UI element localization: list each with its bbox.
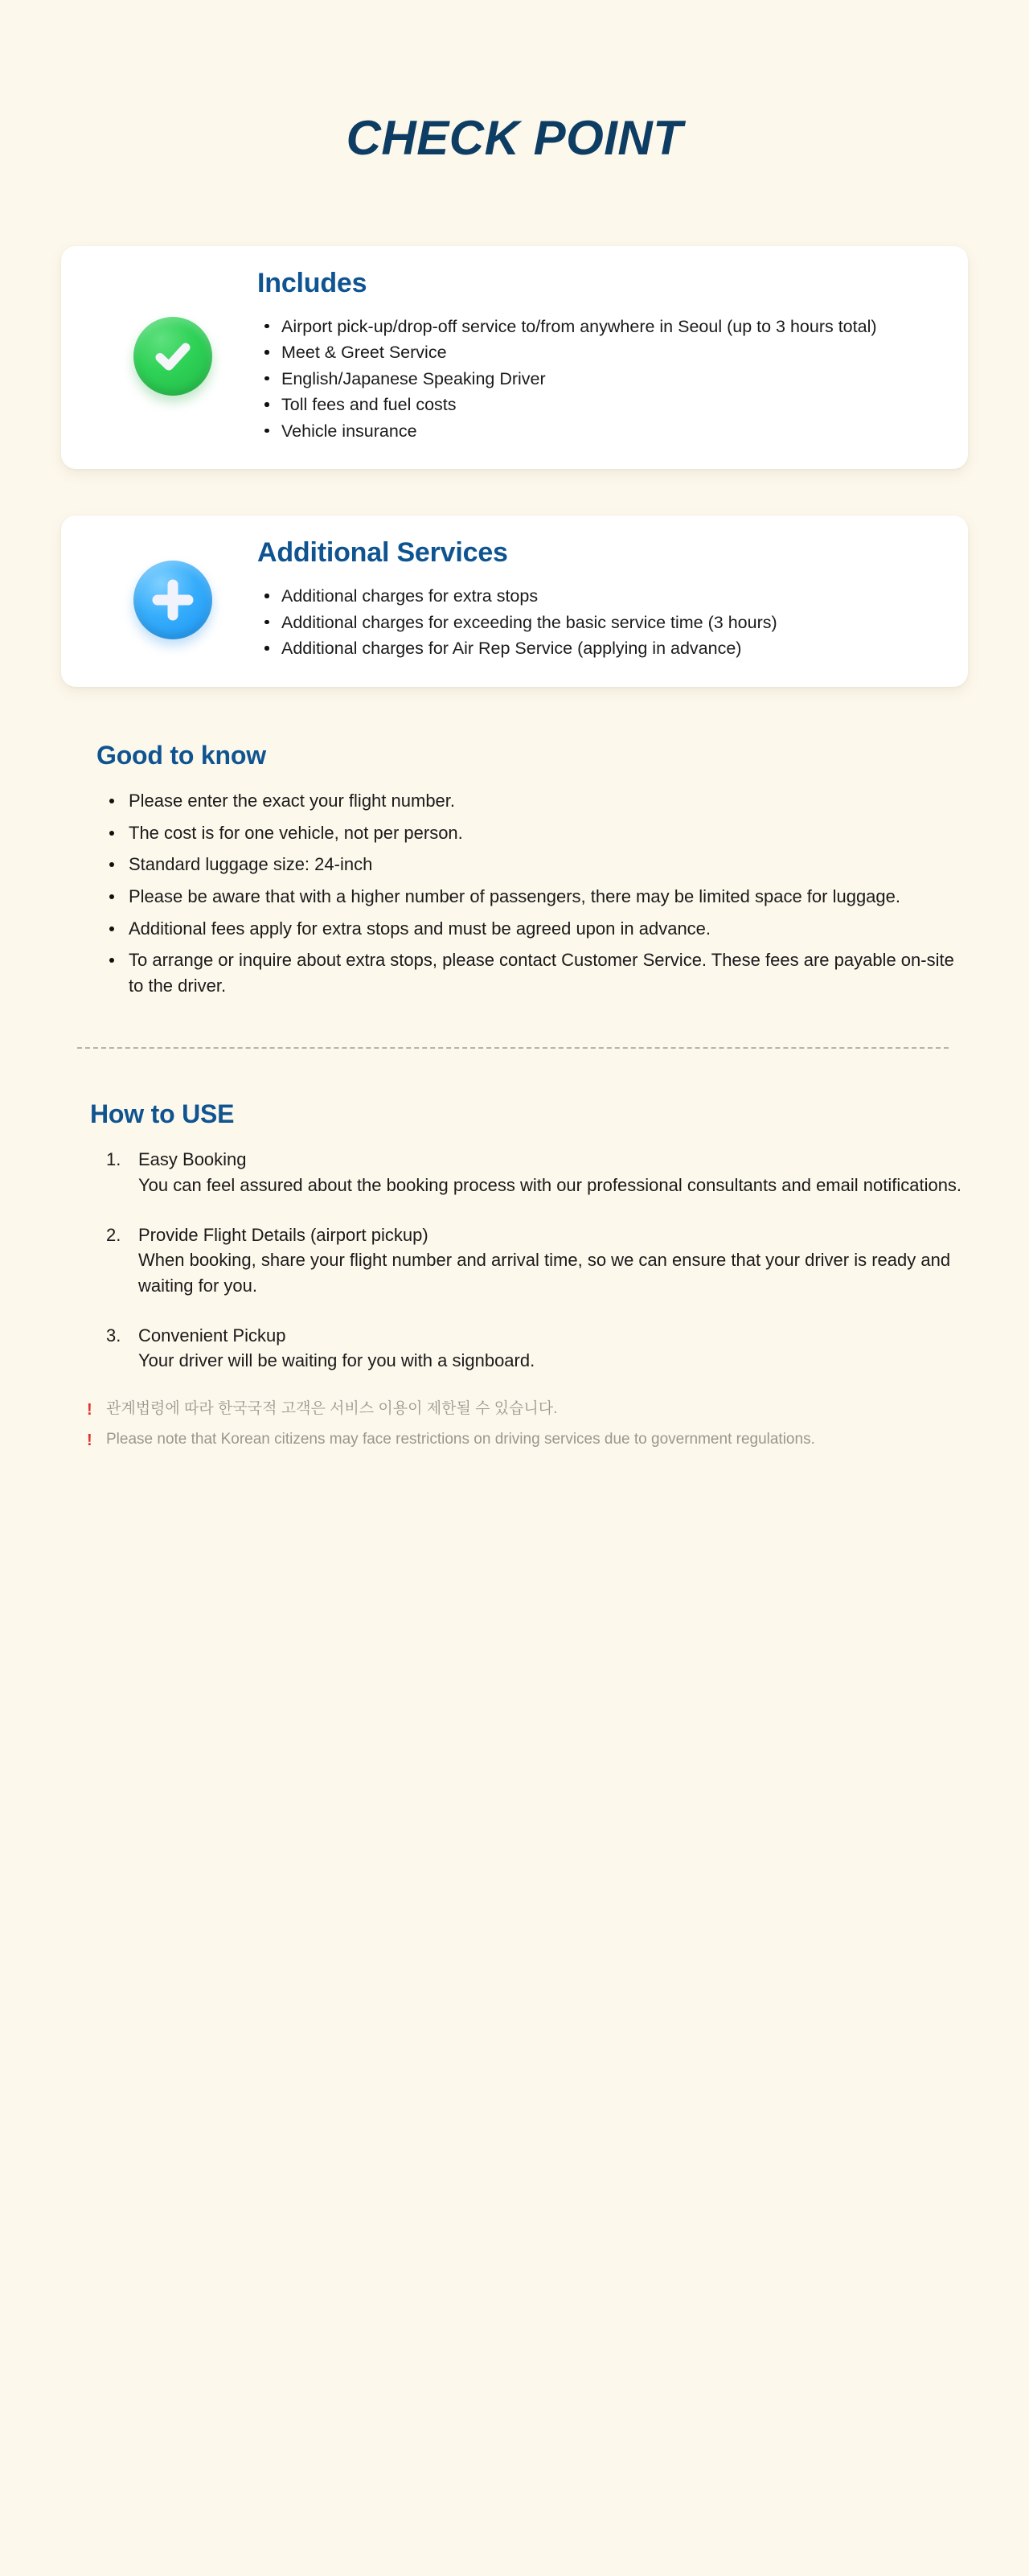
list-item <box>106 1222 968 1299</box>
additional-services-icon-col <box>88 536 257 662</box>
step-title: Provide Flight Details (airport pickup) <box>138 1224 428 1245</box>
page-title: CHECK POINT <box>346 111 683 165</box>
additional-services-list <box>257 584 934 661</box>
additional-services-card <box>61 516 968 686</box>
good-to-know-list <box>61 788 968 999</box>
list-item: To arrange or inquire about extra stops, please contact Customer Service. These fees are payable on-site to the driver. <box>125 947 968 998</box>
list-item: Toll fees and fuel costs <box>278 392 934 417</box>
note-english <box>61 1428 968 1452</box>
info-cards <box>0 246 1029 687</box>
how-to-use-steps <box>61 1147 968 1374</box>
list-item: Airport pick-up/drop-off service to/from anywhere in Seoul (up to 3 hours total) <box>278 314 934 339</box>
list-item <box>106 1147 968 1198</box>
good-to-know-heading: Good to know <box>96 740 266 770</box>
includes-card <box>61 246 968 469</box>
note-korean <box>61 1398 968 1421</box>
list-item: Please enter the exact your flight number. <box>125 788 968 814</box>
additional-services-heading: Additional Services <box>257 537 508 569</box>
warning-icon: ! <box>87 1400 92 1419</box>
additional-services-body <box>257 536 941 662</box>
list-item: Additional charges for Air Rep Service (applying in advance) <box>278 636 934 661</box>
plus-circle-icon <box>133 561 212 639</box>
footer-notes <box>0 1398 1029 1508</box>
divider-wrap <box>0 1047 1029 1049</box>
how-to-use-section <box>0 1099 1029 1374</box>
note-text: 관계법령에 따라 한국국적 고객은 서비스 이용이 제한될 수 있습니다. <box>106 1399 558 1417</box>
step-title: Convenient Pickup <box>138 1325 286 1346</box>
step-description: When booking, share your flight number and arrival time, so we can ensure that your driver is ready and waiting for you. <box>138 1250 951 1296</box>
dashed-divider <box>77 1047 949 1049</box>
list-item: Additional fees apply for extra stops and must be agreed upon in advance. <box>125 916 968 942</box>
list-item: Meet & Greet Service <box>278 340 934 365</box>
list-item: Additional charges for exceeding the basic service time (3 hours) <box>278 610 934 635</box>
note-text: Please note that Korean citizens may face restrictions on driving services due to government regulations. <box>106 1431 815 1448</box>
includes-list <box>257 314 934 444</box>
list-item: The cost is for one vehicle, not per person. <box>125 820 968 846</box>
step-description: Your driver will be waiting for you with a signboard. <box>138 1350 535 1371</box>
good-to-know-section <box>0 740 1029 999</box>
list-item: Vehicle insurance <box>278 419 934 444</box>
list-item: Standard luggage size: 24-inch <box>125 852 968 877</box>
includes-icon-col <box>88 267 257 445</box>
list-item <box>106 1323 968 1374</box>
check-circle-icon <box>133 317 212 396</box>
list-item: English/Japanese Speaking Driver <box>278 367 934 392</box>
how-to-use-heading: How to USE <box>90 1099 235 1128</box>
list-item: Please be aware that with a higher number of passengers, there may be limited space for luggage. <box>125 884 968 910</box>
includes-heading: Includes <box>257 268 367 298</box>
step-description: You can feel assured about the booking process with our professional consultants and email notifications. <box>138 1174 962 1195</box>
includes-body <box>257 267 941 445</box>
list-item: Additional charges for extra stops <box>278 584 934 609</box>
step-title: Easy Booking <box>138 1149 247 1170</box>
warning-icon: ! <box>87 1432 92 1450</box>
